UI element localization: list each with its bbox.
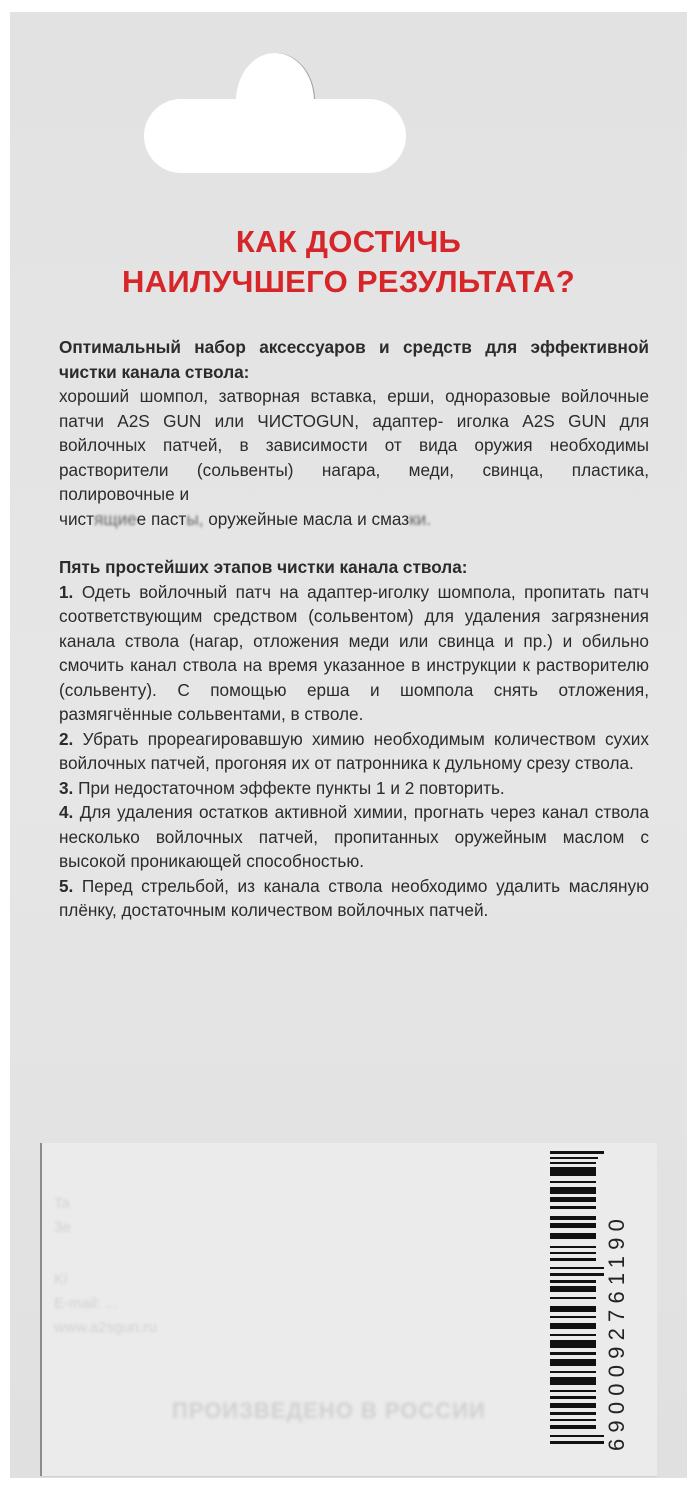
- barcode-sticker: [40, 1143, 657, 1476]
- step-text: Убрать прореагировавшую химию необходимым количеством сухих войлочных патчей, прогоняя их от патронника к дульному срезу ствола.: [59, 728, 649, 773]
- step-number: 5.: [59, 875, 74, 896]
- sticker-faint-text: www.a2sgun.ru: [54, 1319, 157, 1336]
- intro-line: иголка A2S GUN для войлочных патчей, в зависимости от: [59, 410, 650, 455]
- intro-line: вида оружия необходимы растворители (сольвенты): [59, 435, 649, 480]
- sticker-faint-text: 3e: [54, 1219, 71, 1236]
- sticker-faint-text: E-mail: ...: [54, 1295, 118, 1312]
- sticker-faint-text: Ta: [54, 1195, 70, 1212]
- title-line-1: КАК ДОСТИЧЬ: [235, 224, 462, 259]
- intro-line: хороший шомпол, затворная вставка, ерши, одноразовые: [59, 386, 551, 406]
- step-text: Для удаления остатков активной химии, прогнать через канал ствола несколько войлочных патчей, пропитанных оружейным маслом с высокой проникающей способностью.: [59, 802, 649, 871]
- barcode-number: 6900092761190: [604, 1212, 629, 1451]
- instructions: [59, 335, 649, 923]
- intro-last-line: чистящиее пасты, оружейные масла и смазки.: [59, 508, 432, 529]
- steps-heading: Пять простейших этапов чистки канала ствола:: [59, 557, 468, 577]
- step-text: Перед стрельбой, из канала ствола необходимо удалить масляную плёнку, достаточным количеством войлочных патчей.: [59, 875, 649, 920]
- title-line-2: НАИЛУЧШЕГО РЕЗУЛЬТАТА?: [122, 264, 575, 299]
- step-number: 3.: [59, 777, 74, 798]
- step-5: [59, 874, 649, 923]
- step-1: [59, 580, 649, 727]
- intro-heading: Оптимальный набор аксессуаров и средств для эффективной чистки канала ствола:: [59, 337, 649, 382]
- step-number: 4.: [59, 802, 74, 822]
- page-title: [0, 222, 697, 302]
- step-text: Одеть войлочный патч на адаптер-иголку шомпола, пропитать патч соответствующим средством (сольвентом) для удаления загрязнения канала ствола (нагар, отложения меди или свинца и пр.) и обильно смочить канал ствола на время указанное в инструкции к растворителю (сольвенту). С помощью ерша и шомпола снять отложения, размягчённые сольвентами, в стволе.: [59, 581, 649, 724]
- step-2: [59, 727, 649, 776]
- barcode-icon: [546, 1151, 606, 1451]
- intro-line: войлочные патчи A2S GUN или ЧИСТОGUN, адаптер-: [59, 386, 649, 431]
- step-number: 1.: [59, 581, 74, 602]
- intro-text: [59, 384, 649, 531]
- step-4: [59, 800, 649, 874]
- intro-line: нагара, меди, свинца, пластика, полировочные и: [59, 459, 649, 504]
- made-in-label: ПРОИЗВЕДЕНО В РОССИИ: [172, 1398, 486, 1423]
- step-3: [59, 776, 649, 801]
- step-text: При недостаточном эффекте пункты 1 и 2 повторить.: [78, 777, 505, 798]
- sticker-faint-text: Ki: [54, 1271, 68, 1288]
- hang-hole: [144, 99, 406, 173]
- step-number: 2.: [59, 728, 74, 749]
